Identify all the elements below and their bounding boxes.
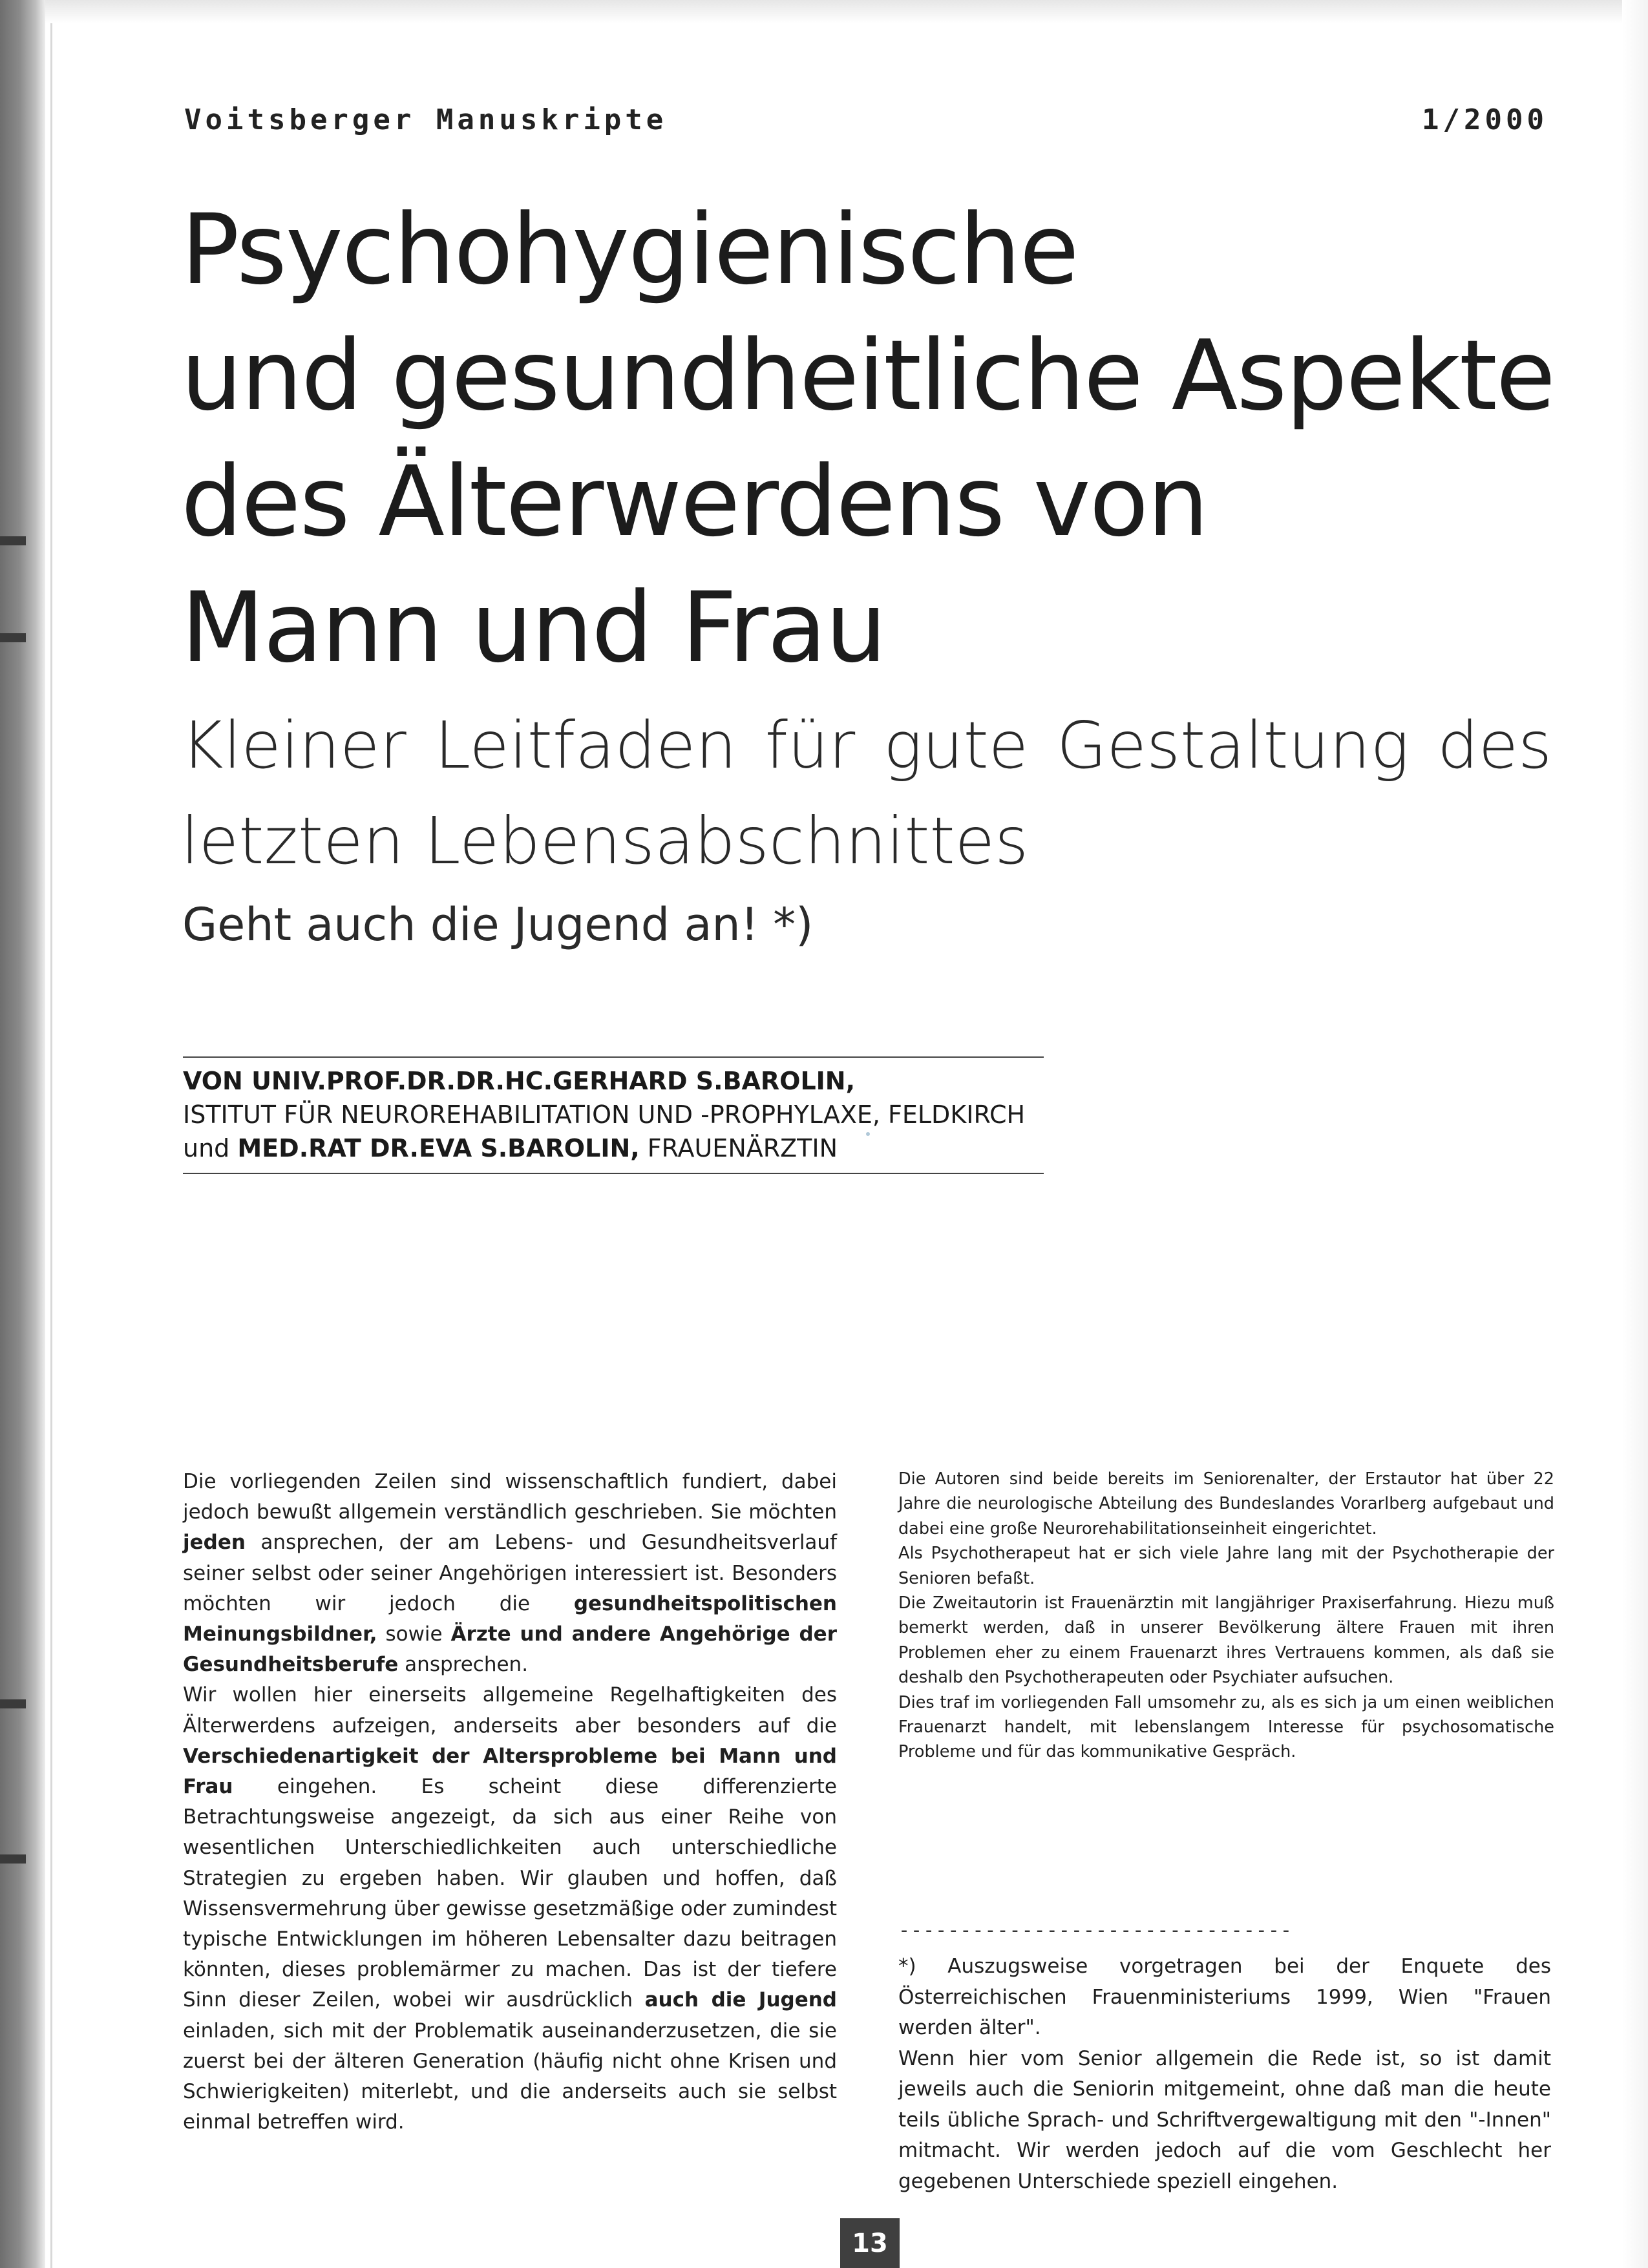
text-run: Die vorliegenden Zeilen sind wissenschaftlich fundiert, dabei jedoch bewußt allgemein verständlich geschrieben. Sie möchten bbox=[183, 1470, 837, 1524]
author-name: UNIV.PROF.DR.DR.HC.GERHARD S.BAROLIN, bbox=[251, 1067, 856, 1095]
coauthor-role: FRAUENÄRZTIN bbox=[639, 1134, 838, 1162]
footnote-paragraph: *) Auszugsweise vorgetragen bei der Enquete des Österreichischen Frauenministeriums 1999, Wien "Frauen werden älter". bbox=[898, 1955, 1551, 2039]
body-paragraph bbox=[183, 1680, 837, 2137]
title-line: des Älterwerdens von bbox=[181, 446, 1208, 558]
subtitle-line: letzten Lebensabschnittes bbox=[181, 803, 1029, 879]
issue-number: 1/2000 bbox=[1422, 103, 1548, 136]
coauthor-name: MED.RAT DR.EVA S.BAROLIN, bbox=[237, 1134, 640, 1162]
byline-affiliation: ISTITUT FÜR NEUROREHABILITATION UND -PROPHYLAXE, FELDKIRCH bbox=[183, 1100, 1026, 1129]
scan-right-edge bbox=[1622, 0, 1648, 2268]
running-head bbox=[184, 103, 1548, 142]
text-run: ansprechen. bbox=[398, 1653, 529, 1677]
footnote-paragraph: Wenn hier vom Senior allgemein die Rede ist, so ist damit jeweils auch die Seniorin mitgemeint, ohne daß man die heute teils übliche Sprach- und Schriftvergewaltigung mit den "-Innen" mitmacht. Wir werden jedoch auf die vom Geschlecht her gegebenen Unterschiede speziell eingehen. bbox=[898, 2046, 1551, 2193]
scan-mark bbox=[0, 633, 26, 642]
scan-mark bbox=[0, 536, 26, 545]
scan-mark bbox=[0, 1699, 26, 1708]
byline-line bbox=[183, 1064, 1044, 1098]
title-line: Mann und Frau bbox=[181, 572, 886, 684]
text-run: einladen, sich mit der Problematik auseinanderzusetzen, die sie zuerst bei der älteren Generation (häufig nicht ohne Krisen und Schwierigkeiten) miterlebt, und die anderseits auch sie selbst einmal betreffen wird. bbox=[183, 2019, 837, 2134]
emphasis: gesundheitspolitischen Meinungsbildner, bbox=[183, 1591, 837, 1646]
text-run: Wir wollen hier einerseits allgemeine Regelhaftigkeiten des Älterwerdens aufzeigen, anderseits aber besonders auf die bbox=[183, 1683, 837, 1738]
title-line: und gesundheitliche Aspekte bbox=[181, 320, 1554, 432]
notes-paragraph: Die Zweitautorin ist Frauenärztin mit langjähriger Praxiserfahrung. Hiezu muß bemerkt werden, daß in unserer Bevölkerung ältere Frauen mit ihren Problemen eher zu einem Frauenarzt ihres Vertrauens kommen, als daß sie deshalb den Psychotherapeuten oder Psychiater aufsuchen. bbox=[898, 1593, 1554, 1688]
title-line: Psychohygienische bbox=[181, 194, 1078, 306]
byline bbox=[183, 1056, 1044, 1174]
byline-prefix: VON bbox=[183, 1067, 252, 1095]
emphasis: auch die Jugend bbox=[644, 1988, 837, 2012]
body-paragraph bbox=[183, 1467, 837, 1680]
body-column-left bbox=[183, 1467, 837, 2137]
emphasis: Verschiedenartigkeit der Altersprobleme bei Mann und Frau bbox=[183, 1744, 837, 1799]
text-run: sowie bbox=[377, 1622, 451, 1646]
notes-paragraph: Als Psychotherapeut hat er sich viele Jahre lang mit der Psychotherapie der Senioren befaßt. bbox=[898, 1544, 1554, 1588]
article-subtitle bbox=[181, 698, 1558, 889]
article-title bbox=[181, 187, 1570, 691]
byline-text bbox=[183, 1058, 1044, 1173]
scan-binding-edge bbox=[0, 0, 45, 2268]
page-edge bbox=[50, 0, 52, 2268]
journal-name: Voitsberger Manuskripte bbox=[184, 103, 668, 136]
text-run: eingehen. Es scheint diese differenzierte Betrachtungsweise angezeigt, da sich aus einer Reihe von wesentlichen Unterschiedlichkeiten auch unterschiedliche Strategien zu ergeben haben. Wir glauben und hoffen, daß Wissensvermehrung über gewisse gesetzmäßige oder zumindest typische Entwicklungen im höheren Lebensalter dazu beitragen könnten, dieses problemärmer zu machen. Das ist der tiefere Sinn dieser Zeilen, wobei wir ausdrücklich bbox=[183, 1775, 837, 2012]
tagline: Geht auch die Jugend an! *) bbox=[182, 898, 814, 951]
byline-bottom-rule bbox=[183, 1173, 1044, 1174]
emphasis: jeden bbox=[183, 1531, 246, 1555]
byline-line bbox=[183, 1131, 1044, 1165]
page-number: 13 bbox=[840, 2218, 900, 2268]
scan-mark bbox=[0, 1854, 26, 1864]
scan-top-edge bbox=[45, 0, 1648, 23]
footnote-separator: -------------------------------- bbox=[898, 1919, 1293, 1942]
byline-and: und bbox=[183, 1134, 238, 1162]
author-notes bbox=[898, 1467, 1554, 1765]
emphasis: Ärzte und andere Angehörige der Gesundheitsberufe bbox=[183, 1622, 837, 1677]
text-run: ansprechen, der am Lebens- und Gesundheitsverlauf seiner selbst oder seiner Angehörigen interessiert ist. Besonders möchten wir jedoch die bbox=[183, 1531, 837, 1615]
notes-paragraph: Dies traf im vorliegenden Fall umsomehr zu, als es sich ja um einen weiblichen Frauenarzt handelt, mit lebenslangem Interesse für psychosomatische Probleme und für das kommunikative Gespräch. bbox=[898, 1692, 1554, 1762]
footnote bbox=[898, 1951, 1551, 2197]
scan-speck bbox=[866, 1132, 870, 1136]
subtitle-line: Kleiner Leitfaden für gute Gestaltung des bbox=[181, 708, 1552, 783]
notes-paragraph: Die Autoren sind beide bereits im Seniorenalter, der Erstautor hat über 22 Jahre die neurologische Abteilung des Bundeslandes Vorarlberg aufgebaut und dabei eine große Neurorehabilitationseinheit eingerichtet. bbox=[898, 1469, 1554, 1538]
